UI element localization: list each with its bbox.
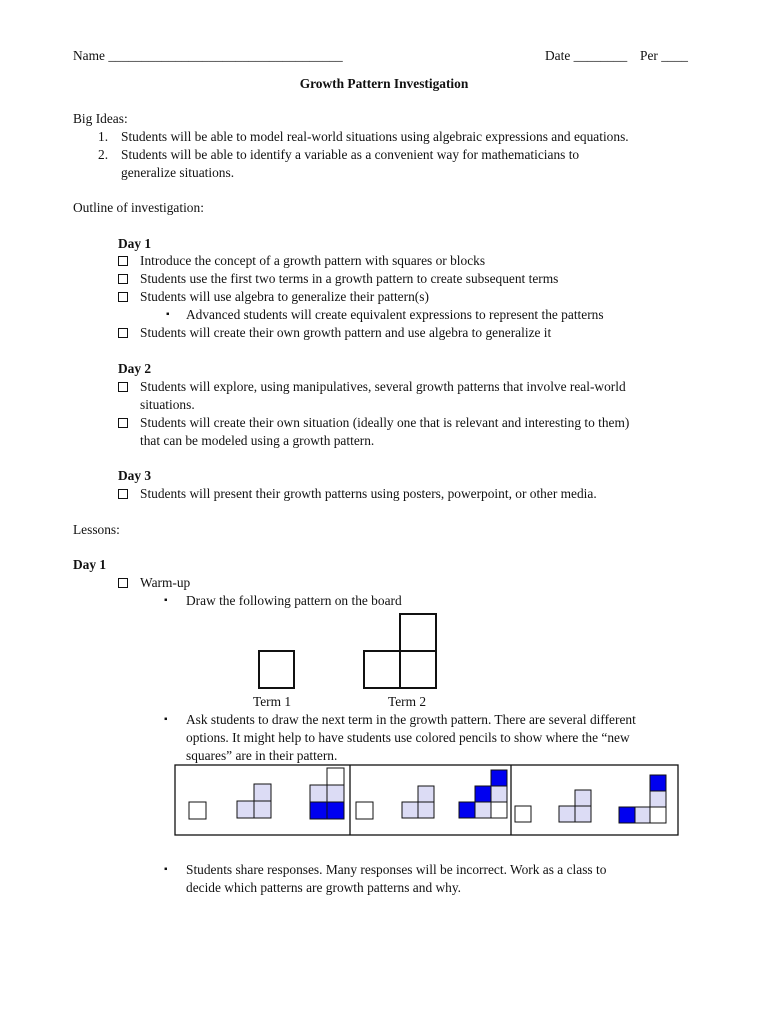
pattern-square xyxy=(475,802,491,818)
pattern-square xyxy=(189,802,206,819)
checkbox-icon xyxy=(118,382,128,392)
outline-item: Students will present their growth patterns using posters, powerpoint, or other media. xyxy=(140,486,597,501)
big-idea-number: 1. xyxy=(98,129,109,144)
checkbox-icon xyxy=(118,578,128,588)
pattern-square xyxy=(356,802,373,819)
outline-day2-title: Day 2 xyxy=(118,361,152,376)
outline-heading: Outline of investigation: xyxy=(73,200,204,215)
checkbox-icon xyxy=(118,256,128,266)
big-ideas-heading: Big Ideas: xyxy=(73,111,128,126)
term1-label: Term 1 xyxy=(253,694,292,709)
name-field-label: Name ___________________________________ xyxy=(73,48,343,63)
outline-item: Students will create their own situation (ideally one that is relevant and interesting to them) xyxy=(140,415,630,430)
checkbox-icon xyxy=(118,292,128,302)
outline-day3-title: Day 3 xyxy=(118,468,152,483)
new-square xyxy=(459,802,475,818)
outline-day1-title: Day 1 xyxy=(118,236,152,251)
square-bullet-icon: ▪ xyxy=(164,864,168,875)
pattern-square xyxy=(650,791,666,807)
pattern-square xyxy=(575,790,591,806)
outline-item: Students will create their own growth pattern and use algebra to generalize it xyxy=(140,325,552,340)
pattern-square xyxy=(327,785,344,802)
pattern-square xyxy=(491,786,507,802)
checkbox-icon xyxy=(118,274,128,284)
draw-pattern-instruction: Draw the following pattern on the board xyxy=(186,593,402,608)
ask-instruction-line: Ask students to draw the next term in the growth pattern. There are several different xyxy=(186,712,636,727)
share-instruction-line: Students share responses. Many responses will be incorrect. Work as a class to xyxy=(186,862,607,877)
new-square xyxy=(310,802,327,819)
term2-square xyxy=(364,651,400,688)
big-idea-text: generalize situations. xyxy=(121,165,235,180)
pattern-square xyxy=(402,802,418,818)
big-idea-text: Students will be able to model real-world situations using algebraic expressions and equations. xyxy=(121,129,629,144)
new-square xyxy=(491,770,507,786)
big-idea-number: 2. xyxy=(98,147,109,162)
share-instruction-line: decide which patterns are growth patterns and why. xyxy=(186,880,462,895)
outline-item-continued: situations. xyxy=(140,397,195,412)
page-title: Growth Pattern Investigation xyxy=(299,76,469,91)
pattern-square xyxy=(237,801,254,818)
new-square xyxy=(327,802,344,819)
term2-square xyxy=(400,651,436,688)
table-border xyxy=(175,765,678,835)
period-field-label: Per ____ xyxy=(640,48,688,63)
lessons-heading: Lessons: xyxy=(73,522,120,537)
pattern-square xyxy=(254,801,271,818)
checkbox-icon xyxy=(118,328,128,338)
square-bullet-icon: ▪ xyxy=(164,714,168,725)
date-field-label: Date ________ xyxy=(545,48,628,63)
outline-sub-item: Advanced students will create equivalent expressions to represent the patterns xyxy=(186,307,604,322)
pattern-square xyxy=(418,786,434,802)
outline-item: Students will explore, using manipulatives, several growth patterns that involve real-world xyxy=(140,379,626,394)
ask-instruction-line: options. It might help to have students use colored pencils to show where the “new xyxy=(186,730,630,745)
outline-item-continued: that can be modeled using a growth pattern. xyxy=(140,433,375,448)
warmup-label: Warm-up xyxy=(140,575,191,590)
new-square xyxy=(619,807,635,823)
new-square xyxy=(475,786,491,802)
term2-square xyxy=(400,614,436,651)
square-bullet-icon: ▪ xyxy=(166,309,170,320)
pattern-square xyxy=(327,768,344,785)
pattern-square xyxy=(575,806,591,822)
lessons-day1-title: Day 1 xyxy=(73,557,107,572)
checkbox-icon xyxy=(118,418,128,428)
ask-instruction-line: squares” are in their pattern. xyxy=(186,748,338,763)
new-square xyxy=(650,775,666,791)
pattern-square xyxy=(491,802,507,818)
pattern-square xyxy=(650,807,666,823)
pattern-square xyxy=(559,806,575,822)
square-bullet-icon: ▪ xyxy=(164,595,168,606)
pattern-square xyxy=(254,784,271,801)
pattern-square xyxy=(635,807,650,823)
pattern-square xyxy=(515,806,531,822)
term1-square xyxy=(259,651,294,688)
pattern-square xyxy=(418,802,434,818)
term2-label: Term 2 xyxy=(388,694,427,709)
outline-item: Students will use algebra to generalize their pattern(s) xyxy=(140,289,429,304)
checkbox-icon xyxy=(118,489,128,499)
outline-item: Students use the first two terms in a growth pattern to create subsequent terms xyxy=(140,271,559,286)
pattern-square xyxy=(310,785,327,802)
big-idea-text: Students will be able to identify a variable as a convenient way for mathematicians to xyxy=(121,147,580,162)
outline-item: Introduce the concept of a growth pattern with squares or blocks xyxy=(140,253,486,268)
